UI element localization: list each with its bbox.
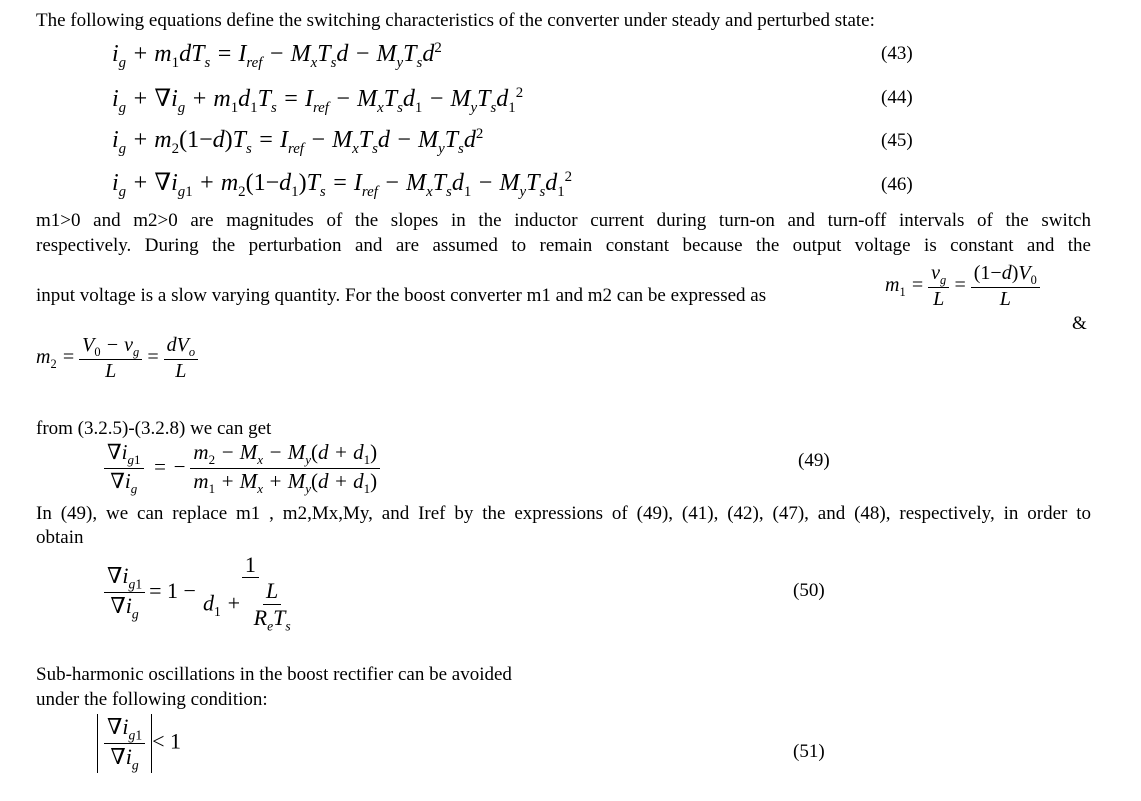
slopes-paragraph-line-2: respectively. During the perturbation and are assumed to remain constant because the output voltage is constant and the	[36, 235, 1091, 256]
equation-number: (45)	[881, 130, 913, 151]
equation-50: $\frac{\nabla i_{g1}}{\nabla i_g}$ = 1 − 1 $d_1$ + $\frac{L}{R_eT_s}$	[100, 552, 305, 634]
subharmonic-line-1: Sub-harmonic oscillations in the boost rectifier can be avoided	[36, 664, 512, 685]
equation-49: $\frac{\nabla i_{g1}}{\nabla i_g}$ = − $\frac{m_2 - M_x - M_y(d + d_1)}{m_1 + M_x + M_y(d + d_1)}$	[100, 440, 384, 497]
slopes-paragraph-line-3: input voltage is a slow varying quantity. For the boost converter m1 and m2 can be expressed as	[36, 285, 767, 306]
m2-expression: $m_2$ = $\frac{V_0 - v_g}{L}$ = $\frac{dV_o}{L}$	[36, 334, 202, 383]
m1-expression: $m_1$ = $\frac{v_g}{L}$ = $\frac{(1-d)V_0}{L}$	[885, 262, 1044, 311]
equation-51: $\frac{\nabla i_{g1}}{\nabla i_g}$ < 1	[97, 714, 181, 773]
equation-number: (44)	[881, 87, 913, 108]
equation-45: $i_g + m_2(1-d)T_s = I_{ref} - M_xT_sd - M_yT_sd^2$	[112, 126, 484, 157]
equation-46: $i_g + \nabla i_{g1} + m_2(1-d_1)T_s = I_{ref} - M_xT_sd_1 - M_yT_sd_1^2$	[112, 169, 573, 200]
equation-number: (43)	[881, 43, 913, 64]
equation-number: (46)	[881, 174, 913, 195]
equation-number: (51)	[793, 741, 825, 762]
equation-43: $i_g + m_1dT_s = I_{ref} - M_xT_sd - M_yT_sd^2$	[112, 40, 442, 71]
subharmonic-line-2: under the following condition:	[36, 689, 268, 710]
replace-paragraph-line-1: In (49), we can replace m1 , m2,Mx,My, and Iref by the expressions of (49), (41), (42), (47), and (48), respectively, in order to	[36, 503, 1091, 524]
equation-number: (49)	[798, 450, 830, 471]
equation-44: $i_g + \nabla i_g + m_1d_1T_s = I_{ref} - M_xT_sd_1 - M_yT_sd_1^2$	[112, 85, 524, 116]
intro-text: The following equations define the switching characteristics of the converter under steady and perturbed state:	[36, 10, 875, 31]
from-text: from (3.2.5)-(3.2.8) we can get	[36, 418, 272, 439]
replace-paragraph-line-2: obtain	[36, 527, 84, 548]
ampersand: &	[1072, 313, 1087, 334]
slopes-paragraph-line-1: m1>0 and m2>0 are magnitudes of the slopes in the inductor current during turn-on and turn-off intervals of the switch	[36, 210, 1091, 231]
equation-number: (50)	[793, 580, 825, 601]
